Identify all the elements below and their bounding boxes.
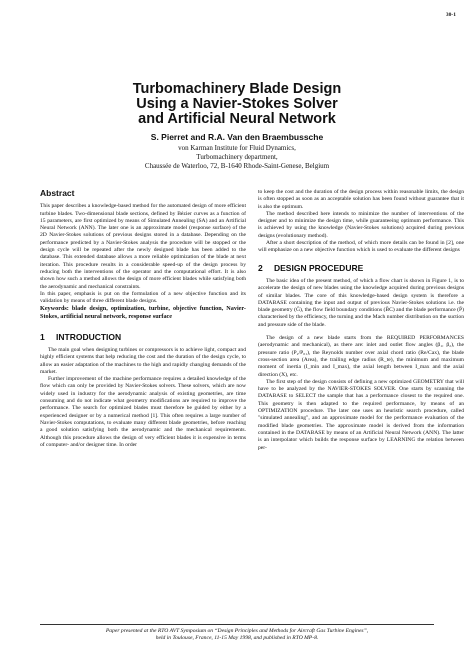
design-paragraph-3: The first step of the design consists of defining a new optimized GEOMETRY that will have to be analyzed by the NAVIER-STOKES SOLVER. One starts by scanning the DATABASE to SELECT the sample that has a performance closest to the required one. This geometry is then adapted to the required performance, by means of an OPTIMIZATION procedure. The later one uses an heuristic search procedure, called "simulated annealing", and an approximate model for the performance evaluation of the modified blade geometries. The approximate model is derived from the information contained in the DATABASE by means of an Artificial Neural Network (ANN). The latter is an interpolator which builds the response surface by LEARNING the relation between per- <box>258 378 464 451</box>
design-paragraph-2: The design of a new blade starts from the REQUIRED PERFORMANCES (aerodynamic and mechanical), as there are: inlet and outlet flow angles (β₁, β₂), the pressure ratio (P₂/P₀₁), the Reynolds number over axial chord ratio (Re/Cax), the blade cross-section area (Area), the trailing edge radius (R_te), the minimum and maximum moment of inertia (I_min and I_max), the axial length between I_max and the axial direction (X), etc. <box>258 335 464 378</box>
abstract-paragraph-2: In this paper, emphasis is put on the formulation of a new objective function and its validation by means of three different blade designs. <box>40 290 246 305</box>
left-column <box>40 190 246 449</box>
authors: S. Pierret and R.A. Van den Braembussche <box>150 132 324 142</box>
intro-continued-paragraph-3: After a short description of the method, of which more details can be found in [2], one will emphasize on a new objective function which is used to evaluate the different designs <box>258 240 464 254</box>
affiliation-line-2: Turbomachinery department, <box>196 153 278 161</box>
right-column <box>258 189 464 452</box>
page-number: 30-1 <box>445 12 456 18</box>
intro-continued-paragraph-2: The method described here intends to minimize the number of interventions of the designer and to minimize the design time, while guaranteeing optimum performance. This is achieved by using the knowledge (Navier-Stokes solutions) acquired during previous designs (evolutionary method). <box>258 210 464 239</box>
abstract-paragraph-1: This paper describes a knowledge-based method for the automated design of more efficient turbine blades. Two-dimensional blade sections, defined by Bézier curves as a function of 15 parameters, are first optimized by means of Simulated Annealing (SA) and an Artificial Neural Network (ANN). The later one is an approximate model (response surface) of the 2D Navier-Stokes solutions of previous designs stored in a database. Depending on the performance predicted by a Navier-Stokes analysis the procedure will be stopped or the design cycle will be repeated after the newly designed blade has been added to the database. This extended database allows a more reliable optimization of the blade at next iteration. This procedure results in a considerable speed-up of the design process by reducing both the interventions of the operator and the computational effort. It is also shown how such a method allows the design of more efficient blades while satisfying both the aerodynamic and mechanical constraints. <box>40 203 246 290</box>
footnote-line-1: Paper presented at the RTO AVT Symposium on “Design Principles and Methods for Aircraft Gas Turbine Engines”, <box>105 628 369 634</box>
affiliation-line-1: von Karman Institute for Fluid Dynamics, <box>178 144 296 152</box>
intro-title: INTRODUCTION <box>56 331 122 342</box>
affiliation-line-3: Chaussée de Waterloo, 72, B-1640 Rhode-Saint-Genese, Belgium <box>144 162 330 170</box>
design-title: DESIGN PROCEDURE <box>274 262 364 273</box>
paper-header <box>0 82 474 171</box>
design-heading <box>258 262 464 273</box>
design-number: 2 <box>258 262 263 273</box>
title-line-3: and Artificial Neural Network <box>138 111 336 127</box>
title-line-1: Turbomachinery Blade Design <box>132 81 342 97</box>
title-line-2: Using a Navier-Stokes Solver <box>136 96 338 112</box>
intro-heading <box>40 331 246 342</box>
keywords: Keywords: blade design, optimization, turbine, objective function, Navier-Stokes, artificial neural network, response surface <box>40 305 246 321</box>
design-paragraph-1: The basic idea of the present method, of which a flow chart is shown in Figure 1, is to accelerate the design of new blades using the knowledge acquired during previous designs of similar blades. The core of this knowledge-based design system is therefore a DATABASE containing the input and output of previous Navier-Stokes solutions i.e. the blade geometry (Ḡ), the flow field boundary conditions (B̄C) and the blade performance (P̄) characterised by the efficiency, the turning and the Mach number distribution on the suction and pressure side of the blade. <box>258 277 464 328</box>
abstract-heading: Abstract <box>40 188 75 198</box>
intro-number: 1 <box>40 331 45 342</box>
footnote-divider <box>40 624 434 625</box>
footnote-line-2: held in Toulouse, France, 11-15 May 1998, and published in RTO MP-8. <box>155 635 319 642</box>
intro-paragraph-1: The main goal when designing turbines or compressors is to achieve light, compact and highly efficient systems that help reducing the cost and the duration of the design cycle, to allow an easier adaptation of the machines to the high and rapidly changing demands of the market. <box>40 346 246 375</box>
footnote <box>40 628 434 642</box>
intro-paragraph-2: Further improvement of the machine performance requires a detailed knowledge of the flow which can only be provided by Navier-Stokes solvers. These solvers, which are now widely used in industry for the aerodynamic analysis of existing geometries, are time consuming and do not indicate what geometry modifications are required to improve the performance. The search for optimized blades must therefore be guided by either by a experienced designer or by a numerical method [1]. This often requires a large number of Navier-Stokes computations, to evaluate many different blade geometries, before reaching a good solution satisfying both the aerodynamic and the mechanical requirements. Although this procedure allows the design of very efficient blades it is expensive in terms of computer- and/or designer time. In order <box>40 376 246 448</box>
intro-continued-paragraph-1: to keep the cost and the duration of the design process within reasonable limits, the design is often stopped as soon as an acceptable solution has been found without guarantee that it is also the optimum. <box>258 189 464 210</box>
